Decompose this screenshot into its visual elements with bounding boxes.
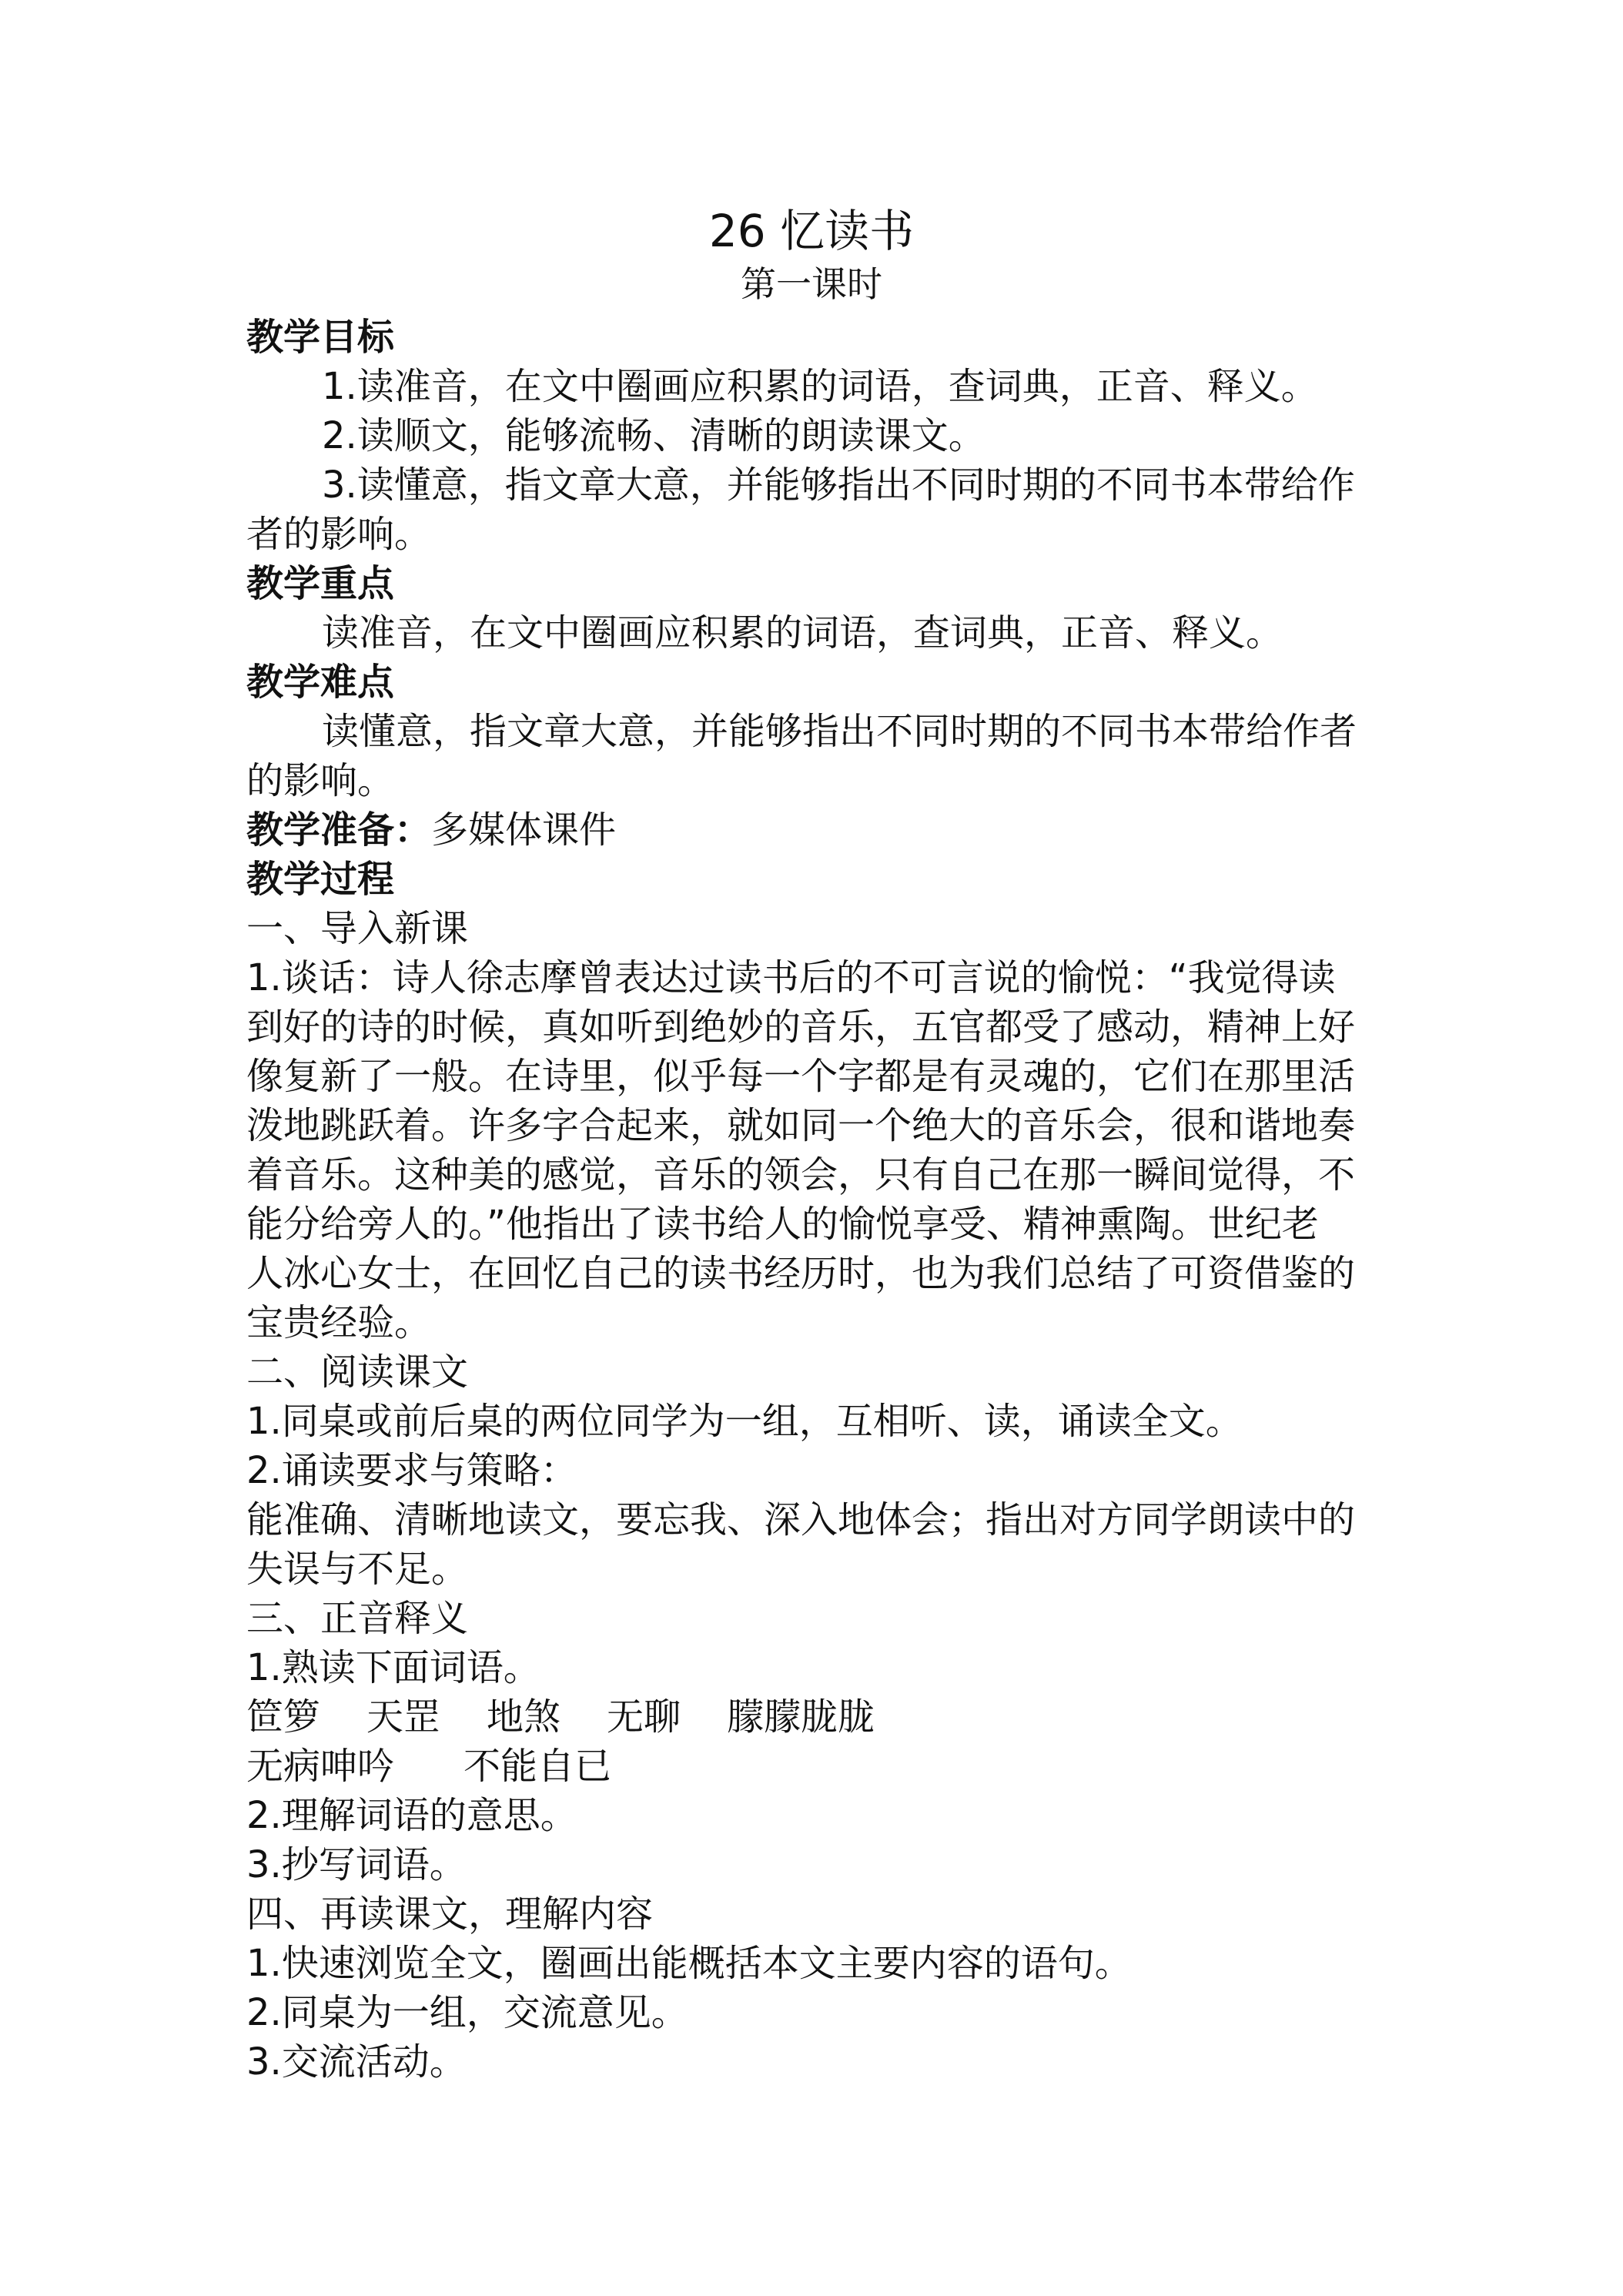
preparation-heading: 教学准备： [246,808,432,852]
vocab-row-1 [246,1692,1394,1742]
objective-3-continued: 者的影响。 [246,513,432,556]
key-point-text: 读准音，在文中圈画应积累的词语，查词典，正音、释义。 [322,611,1283,654]
key-point-heading: 教学重点 [246,562,395,605]
section-1-line-1: 1.谈话：诗人徐志摩曾表达过读书后的不可言说的愉悦：“我觉得读 [246,956,1336,999]
section-1-title: 一、导入新课 [246,907,469,950]
objective-2: 2.读顺文，能够流畅、清晰的朗读课文。 [322,414,986,457]
preparation-value: 多媒体课件 [431,808,617,852]
vocab-word: 朦朦胧胧 [727,1695,875,1739]
difficulty-text-1: 读懂意，指文章大意，并能够指出不同时期的不同书本带给作者 [322,710,1357,753]
section-3-item-2: 2.理解词语的意思。 [246,1794,577,1837]
document-title: 26 忆读书 [708,205,915,257]
preparation-line [246,805,1394,855]
vocab-word: 笸箩 [246,1695,321,1739]
objectives-heading: 教学目标 [246,316,395,359]
objective-1: 1.读准音，在文中圈画应积累的词语，查词典，正音、释义。 [322,365,1318,408]
section-2-title: 二、阅读课文 [246,1350,469,1394]
section-1-line-8: 宝贵经验。 [246,1301,432,1344]
section-3-item-3: 3.抄写词语。 [246,1843,467,1886]
section-3-item-1: 1.熟读下面词语。 [246,1646,540,1689]
section-1-line-5: 着音乐。这种美的感觉，音乐的领会，只有自己在那一瞬间觉得，不 [246,1153,1356,1197]
section-4-title: 四、再读课文，理解内容 [246,1893,654,1936]
section-1-line-6: 能分给旁人的。”他指出了读书给人的愉悦享受、精神熏陶。世纪老 [246,1203,1319,1246]
section-2-line-2: 2.诵读要求与策略： [246,1449,577,1492]
section-1-line-3: 像复新了一般。在诗里，似乎每一个字都是有灵魂的，它们在那里活 [246,1055,1356,1098]
section-4-line-1: 1.快速浏览全文，圈画出能概括本文主要内容的语句。 [246,1942,1132,1985]
section-2-line-3: 能准确、清晰地读文，要忘我、深入地体会；指出对方同学朗读中的 [246,1498,1356,1541]
vocab-word: 无病呻吟 [246,1745,395,1788]
section-1-line-7: 人冰心女士，在回忆自己的读书经历时，也为我们总结了可资借鉴的 [246,1252,1356,1295]
section-4-line-2: 2.同桌为一组，交流意见。 [246,1991,688,2034]
vocab-word: 无聊 [607,1695,681,1739]
section-1-line-4: 泼地跳跃着。许多字合起来，就如同一个绝大的音乐会，很和谐地奏 [246,1104,1356,1147]
section-4-line-3: 3.交流活动。 [246,2040,467,2083]
vocab-word: 不能自已 [463,1745,612,1788]
objective-3: 3.读懂意，指文章大意，并能够指出不同时期的不同书本带给作 [322,464,1355,507]
vocab-word: 天罡 [366,1695,441,1739]
section-2-line-1: 1.同桌或前后桌的两位同学为一组，互相听、读，诵读全文。 [246,1400,1243,1443]
vocab-row-2 [246,1742,1394,1791]
process-heading: 教学过程 [246,858,395,901]
vocab-word: 地煞 [487,1695,561,1739]
difficulty-text-2: 的影响。 [246,759,395,802]
section-2-line-4: 失误与不足。 [246,1548,469,1591]
difficulty-heading: 教学难点 [246,661,395,704]
document-subtitle: 第一课时 [741,263,882,305]
section-1-line-2: 到好的诗的时候，真如听到绝妙的音乐，五官都受了感动，精神上好 [246,1006,1356,1049]
section-3-title: 三、正音释义 [246,1597,469,1640]
